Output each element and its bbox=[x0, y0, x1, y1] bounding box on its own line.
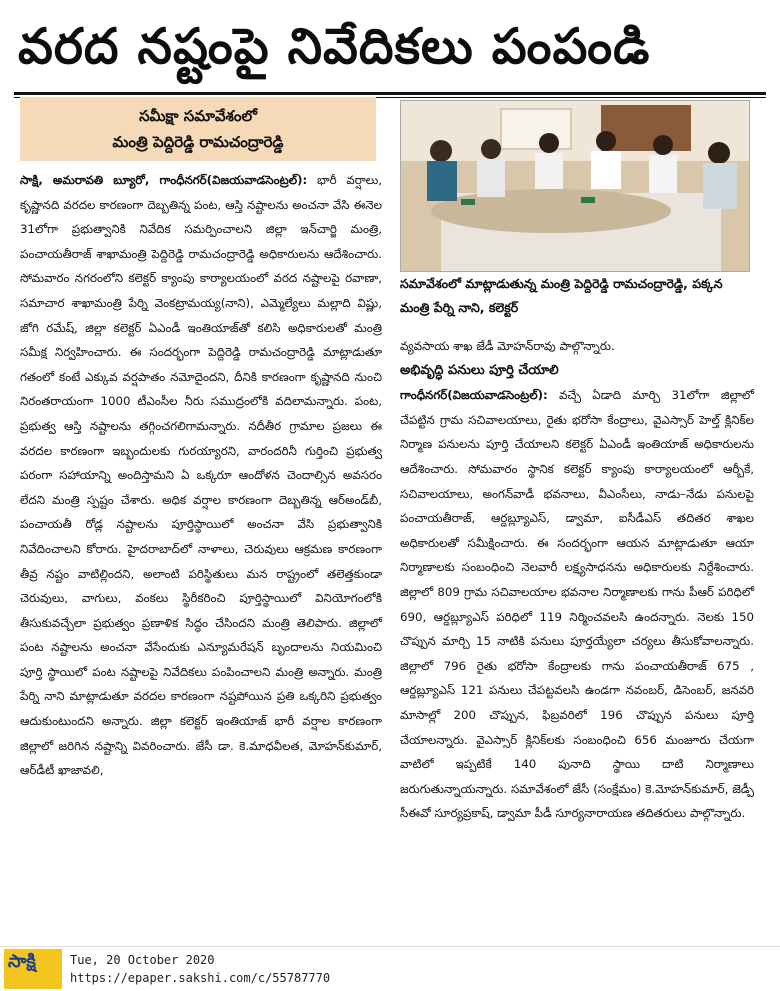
article-right-column bbox=[400, 334, 754, 826]
photo-caption: సమావేశంలో మాట్లాడుతున్న మంత్రి పెద్దిరెడ్డి రామచంద్రారెడ్డి, పక్కన మంత్రి పేర్ని నాని, కలెక్టర్ bbox=[400, 276, 723, 315]
subhead-box bbox=[20, 97, 376, 161]
headline-rule bbox=[14, 92, 766, 95]
edition-date: Tue, 20 October 2020 bbox=[70, 953, 215, 967]
sakshi-logo bbox=[4, 949, 62, 989]
section-subheading: అభివృద్ధి పనులు పూర్తి చేయాలి bbox=[400, 362, 559, 378]
headline: వరద నష్టంపై నివేదికలు పంపండి bbox=[18, 18, 651, 75]
footer-bar bbox=[0, 946, 780, 991]
dateline: సాక్షి, అమరావతి బ్యూరో, గాంధీనగర్(విజయవాడసెంట్రల్): bbox=[20, 173, 308, 187]
continuation-text: వ్యవసాయ శాఖ జేడీ మోహన్‌రావు పాల్గొన్నారు. bbox=[400, 339, 615, 353]
dateline-right: గాంధీనగర్(విజయవాడసెంట్రల్): bbox=[400, 388, 548, 403]
logo-text: సాక్షి bbox=[8, 951, 36, 972]
subhead-line-2: మంత్రి పెద్దిరెడ్డి రామచంద్రారెడ్డి bbox=[112, 133, 284, 151]
article-body-left: భారీ వర్షాలు, కృష్ణానది వరదల కారణంగా దెబ్బతిన్న పంట, ఆస్తి నష్టాలను అంచనా వేసి ఈనెల 31లోగా ప్రభుత్వానికి నివేదిక సమర్పించాలని జిల్లా ఇన్‌చార్జి మంత్రి, పంచాయతీరాజ్ శాఖామంత్రి పెద్దిరెడ్డి రామచంద్రారెడ్డి అధికారులను ఆదేశించారు. సోమవారం నగరంలోని కలెక్టర్ క్యాంపు కార్యాలయంలో వరద నష్టాలపై రవాణా, సమాచార శాఖామంత్రి పేర్ని వెంకట్రామయ్య(నాని), ఎమ్మెల్యేలు మల్లాది విష్ణు, జోగి రమేష్, జిల్లా కలెక్టర్ ఏఎండీ ఇంతియాజ్‌తో కలిసి అధికారులతో మంత్రి సమీక్ష నిర్వహించారు. ఈ సందర్భంగా పెద్దిరెడ్డి రామచంద్రారెడ్డి మాట్లాడుతూ గతంలో కంటే ఎక్కువ వర్షపాతం నమోదైందని, దీనికి కారణంగా కృష్ణానది నుంచి నిరంతరాయంగా 1000 టీఎంసీల నీరు సముద్రంలోకి వదిలామన్నారు. పంట, ప్రభుత్వ ఆస్తి నష్టాలను తగ్గించగలిగామన్నారు. నదీతీర గ్రామాల ప్రజలు ఈ వరదల కారణంగా ఇబ్బందులకు గురయ్యారని, వారందరినీ గుర్తించి ప్రభుత్వ పరంగా సహాయాన్ని అందిస్తామని ఏ ఒక్కరూ ఆందోళన చెందాల్సిన అవసరం లేదని మంత్రి స్పష్టం చేశారు. అధిక వర్షాల కారణంగా దెబ్బతిన్న ఆర్అండ్‌బీ, పంచాయతీ రోడ్ల నష్టాలను పూర్తిస్థాయిలో అంచనా వేసి ప్రభుత్వానికి నివేదించాలని కోరారు. హైదరాబాద్‌లో నాళాలు, చెరువులు ఆక్రమణ కారణంగా తీవ్ర నష్టం వాటిల్లిందని, అలాంటి పరిస్థితులు మన రాష్ట్రంలో తలెత్తకుండా చెరువులు, వాగులు, వంకలు స్థిరీకరించి పూర్తిస్థాయిలో వినియోగంలోకి తీసుకువచ్చేలా ప్రభుత్వం ప్రణాళిక సిద్ధం చేసిందని మంత్రి తెలిపారు. జిల్లాలో పంట నష్టాలను అంచనా వేసేందుకు ఎన్యూమరేషన్ బృందాలను నియమించి పూర్తి స్థాయిలో పంట నష్టాలపై నివేదికలు పంపించాలని మంత్రి అన్నారు. మంత్రి పేర్ని నాని మాట్లాడుతూ వరదల కారణంగా నష్టపోయిన ప్రతి ఒక్కరిని ప్రభుత్వం ఆదుకుంటుందని అన్నారు. జిల్లా కలెక్టర్ ఇంతియాజ్ భారీ వర్షాల కారణంగా జిల్లాలో జరిగిన నష్టాన్ని వివరించారు. జేసీ డా. కె.మాధవీలత, మోహన్‌కుమార్, ఆర్‌డీటీ ఖాజావలి, bbox=[20, 173, 382, 778]
article-body-right: వచ్చే ఏడాది మార్చి 31లోగా జిల్లాలో చేపట్టిన గ్రామ సచివాలయాలు, రైతు భరోసా కేంద్రాలు, వైఎస్సార్ హెల్త్ క్లినిక్‌ల నిర్మాణ పనులను పూర్తి చేయాలని కలెక్టర్ ఏఎండీ ఇంతియాజ్ అధికారులను ఆదేశించారు. సోమవారం స్థానిక కలెక్టర్ క్యాంపు కార్యాలయంలో ఆర్బీకే, సచివాలయాలు, అంగన్‌వాడీ భవనాలు, వీఎంసీలు, నాడు–నేడు పనులపై పంచాయతీరాజ్, ఆర్డబ్ల్యూఎస్, డ్వామా, ఐసీడీఎస్ తదితర శాఖల అధికారులతో సమీక్షించారు. ఈ సందర్భంగా ఆయన మాట్లాడుతూ ఆయా నిర్మాణాలకు సంబంధించి నెలవారీ లక్ష్యసాధనను అధికారులకు నిర్దేశించారు. జిల్లాలో 809 గ్రామ సచివాలయాల భవనాల నిర్మాణాలకు గాను పీఆర్ పరిధిలో 690, ఆర్డబ్ల్యూఎస్ పరిధిలో 119 నిర్మించవలసి ఉందన్నారు. నెలకు 150 చొప్పున మార్చి 15 నాటికి పనులు పూర్తయ్యేలా చర్యలు తీసుకోవాలన్నారు. జిల్లాలో 796 రైతు భరోసా కేంద్రాలకు గాను పంచాయతీరాజ్ 675 , ఆర్డబ్ల్యూఎస్ 121 పనులు చేపట్టవలసి ఉండగా నవంబర్, డిసెంబర్, జనవరి మాసాల్లో 200 చొప్పున, ఫిబ్రవరిలో 196 చొప్పున పనులు పూర్తి చేయాలన్నారు. వైఎస్సార్ క్లినిక్‌లకు సంబంధించి 656 మంజూరు చేయగా వాటిలో ఇప్పటికే 140 పునాది స్థాయి దాటి నిర్మాణాలు జరుగుతున్నాయన్నారు. సమావేశంలో జేసీ (సంక్షేమం) కె.మోహన్‌కుమార్, జెడ్పీ సీఈవో సూర్యప్రకాష్, డ్వామా పీడీ సూర్యనారాయణ తదితరులు పాల్గొన్నారు. bbox=[400, 388, 754, 821]
article-left-column bbox=[20, 168, 382, 783]
subhead-line-1: సమీక్షా సమావేశంలో bbox=[139, 107, 257, 125]
meeting-photo bbox=[400, 100, 750, 272]
meeting-photo-illustration bbox=[401, 101, 749, 271]
source-url-link[interactable]: https://epaper.sakshi.com/c/55787770 bbox=[70, 971, 331, 985]
